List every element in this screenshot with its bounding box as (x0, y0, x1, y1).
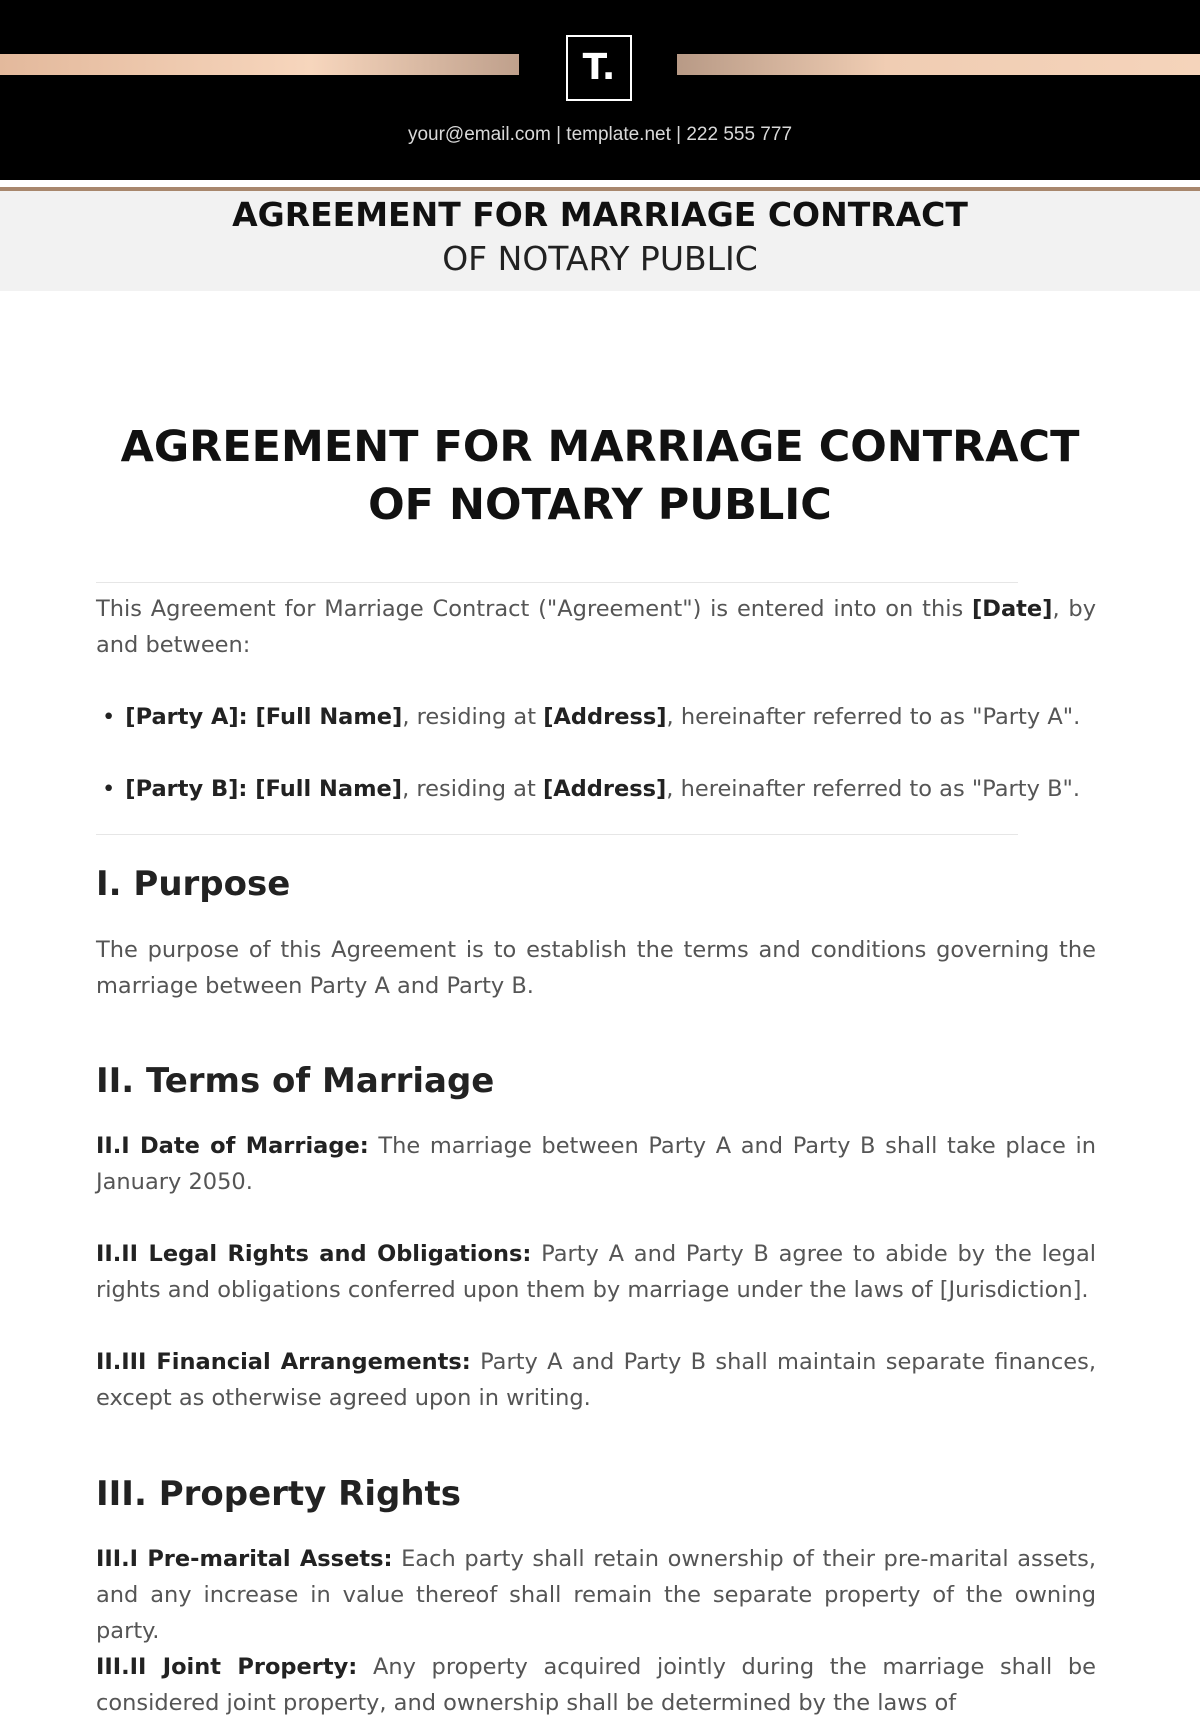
party-text: , residing at (402, 776, 543, 802)
clause-label: III.I Pre-marital Assets: (96, 1546, 393, 1572)
document-title-line2: OF NOTARY PUBLIC (368, 480, 832, 530)
band-title-line1: AGREEMENT FOR MARRIAGE CONTRACT (232, 195, 968, 234)
intro-date: [Date] (972, 596, 1053, 622)
party-address: [Address] (543, 704, 667, 730)
clause-text: The marriage between Party A and Party B shall take place in January 2050. (96, 1133, 1096, 1195)
section-heading-terms: II. Terms of Marriage (96, 1061, 495, 1101)
clause-label: II.III Financial Arrangements: (96, 1349, 471, 1375)
divider (96, 834, 1018, 835)
property-item-1 (96, 1541, 1096, 1649)
intro-paragraph (96, 591, 1096, 663)
section-heading-property: III. Property Rights (96, 1474, 462, 1514)
terms-item-3 (96, 1344, 1096, 1416)
document-title-line1: AGREEMENT FOR MARRIAGE CONTRACT (120, 422, 1080, 472)
terms-item-2 (96, 1236, 1096, 1308)
bullet-icon: • (102, 704, 116, 730)
intro-text-end: , by and between: (96, 596, 1097, 658)
divider (96, 582, 1018, 583)
list-item-party-b (102, 771, 1092, 807)
clause-text: Each party shall retain ownership of their pre-marital assets, and any increase in value thereof shall remain the separate property of the owning party. (96, 1546, 1096, 1644)
party-label: [Party A]: [Full Name] (125, 704, 403, 730)
list-item-party-a (102, 699, 1092, 735)
band-title-line2: OF NOTARY PUBLIC (442, 239, 758, 278)
bullet-icon: • (102, 776, 116, 802)
decorative-bar-right (677, 54, 1200, 75)
party-tail: , hereinafter referred to as "Party A". (666, 704, 1081, 730)
clause-label: II.I Date of Marriage: (96, 1133, 369, 1159)
decorative-bar-left (0, 54, 519, 75)
document-title (96, 418, 1104, 534)
clause-text: Any property acquired jointly during the marriage shall be considered joint property, and ownership shall be determined by the laws of (96, 1654, 1096, 1716)
clause-label: II.II Legal Rights and Obligations: (96, 1241, 532, 1267)
property-item-2 (96, 1649, 1096, 1721)
clause-text: Party A and Party B agree to abide by the legal rights and obligations conferred upon them by marriage under the laws of [Jurisdiction]. (96, 1241, 1096, 1303)
section-heading-purpose: I. Purpose (96, 864, 291, 904)
header-banner (0, 0, 1200, 180)
intro-text: This Agreement for Marriage Contract ("Agreement") is entered into on this (96, 596, 972, 622)
party-tail: , hereinafter referred to as "Party B". (666, 776, 1081, 802)
clause-label: III.II Joint Property: (96, 1654, 358, 1680)
logo: T. (566, 35, 632, 101)
purpose-paragraph: The purpose of this Agreement is to establish the terms and conditions governing the marriage between Party A and Party B. (96, 937, 1096, 999)
terms-item-1 (96, 1128, 1096, 1200)
party-label: [Party B]: [Full Name] (125, 776, 403, 802)
party-address: [Address] (542, 776, 667, 802)
title-band (0, 191, 1200, 291)
contact-info: your@email.com | template.net | 222 555 777 (407, 124, 793, 145)
party-text: , residing at (402, 704, 544, 730)
clause-text: Party A and Party B shall maintain separate finances, except as otherwise agreed upon in writing. (96, 1349, 1096, 1411)
